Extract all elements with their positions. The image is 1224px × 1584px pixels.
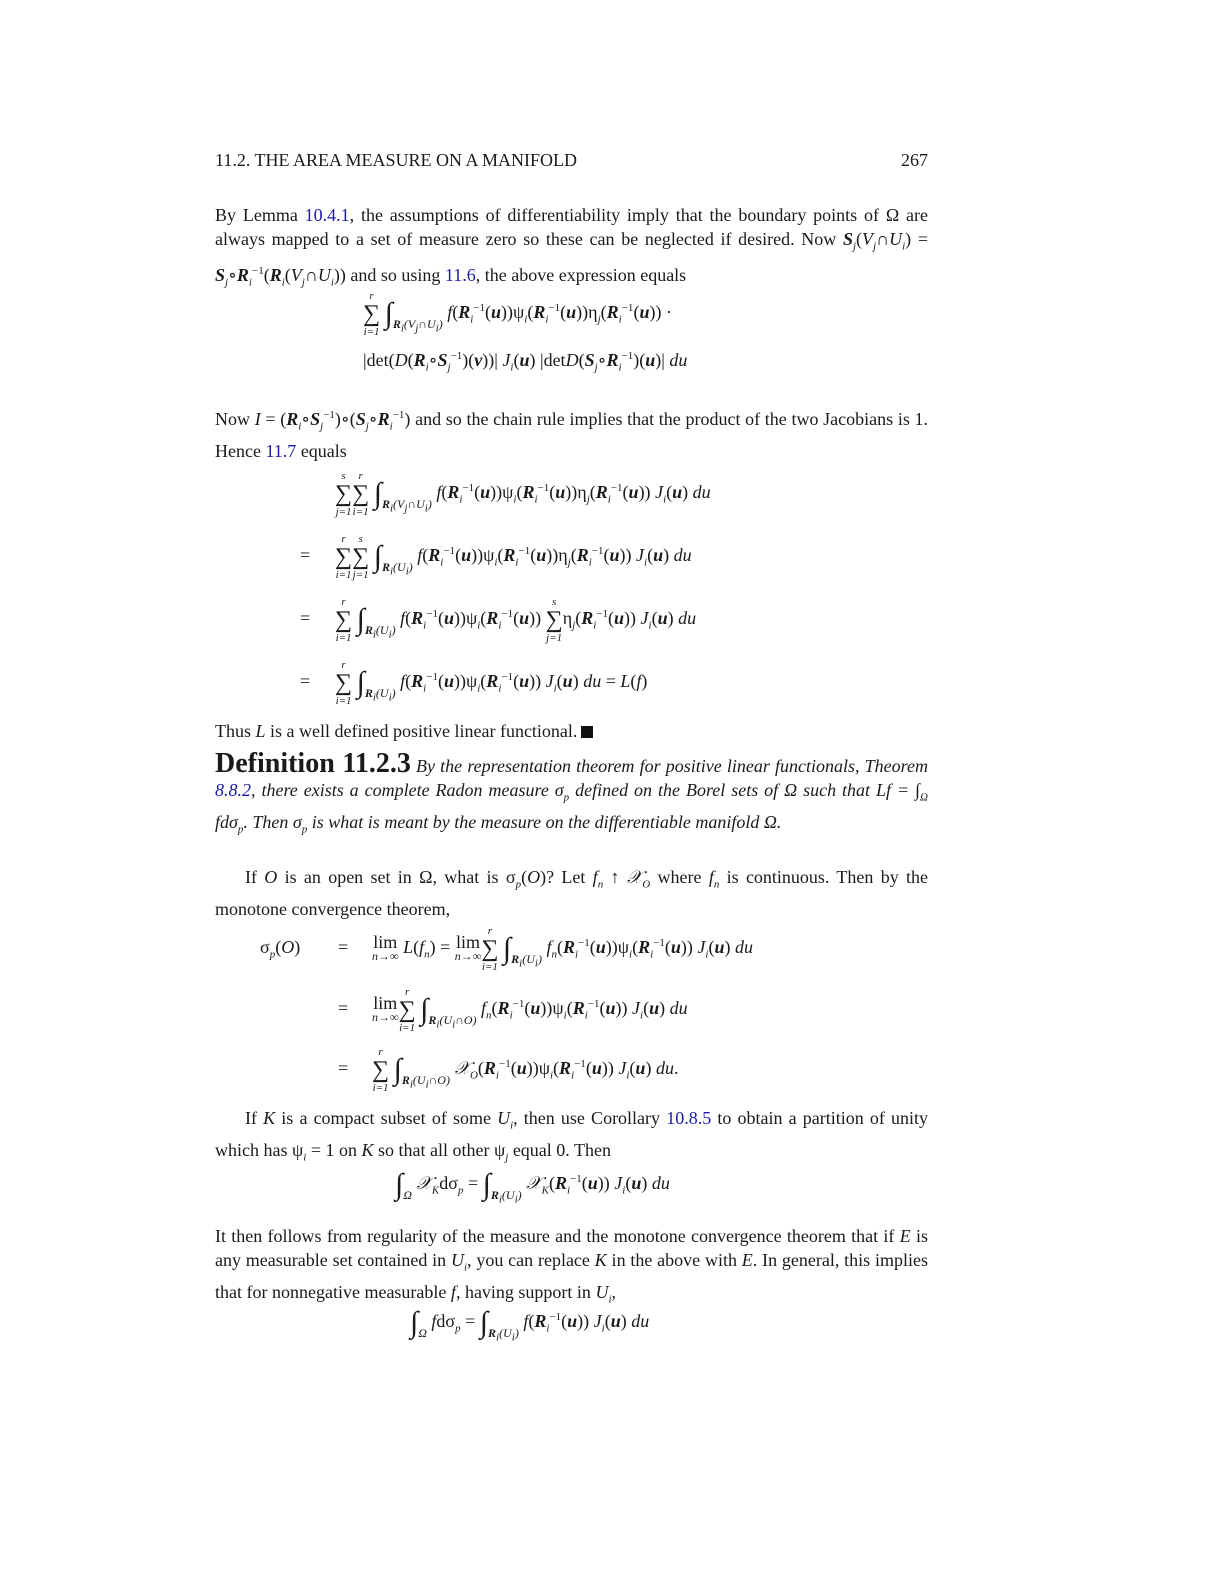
lemma-link[interactable]: 10.4.1: [304, 205, 350, 225]
qed-symbol: [581, 726, 593, 738]
paragraph-chain-rule: Now $I = (R_i\circ S_j^{-1})\circ(S_j\circ R_i^{-1})$ and so the chain rule implies that the product of the two Jacobians is 1. Hence 11.7 equals: [215, 409, 928, 461]
page: 11.2. THE AREA MEASURE ON A MANIFOLD 267 By Lemma 10.4.1, the assumptions of differentiability imply that the boundary points of Ω are always mapped to a set of measure zero so these can be neglected if desired. Now $S_j(V_j\cap U_i)$ = $S_j\circ R_i^{-1}(R_i(V_j\cap U_i))$ and so using 11.6, the above expression equals r ∑ i=1 $\int_{R_i(V_j\cap U_i)}$ $f(R_i^{-1}(u))\psi_i(R_i^{-1}(u))\eta_j(R_i^{-1}(u))$ · $|\det(D(R_i\circ S_j^{-1})(v))|$ $J_i(u)$ $|\det D(S_j\circ R_i^{-1})(u)|$ du Now $I = (R_i\circ S_j^{-1})\circ(S_j\circ R_i^{-1})$ and so the chain rule implies that the product of the two Jacobians is 1. Hence 11.7 equals s ∑ j=1 r ∑ i=1 $\int_{R_i(V_j\cap U_i)}$ $f(R_i^{-1}(u))\psi_i(R_i^{-1}(u))\eta_j(R_i^{-1}(u))$ $J_i(u)$ du = r ∑ i=1 s ∑ j=1 $\int_{R_i(U_i)}$ $f(R_i^{-1}(u))\psi_i(R_i^{-1}(u))\eta_j(R_i^{-1}(u))$ $J_i(u)$ du = r ∑ i=1 $\int_{R_i(U_i)}$ $f(R_i^{-1}(u))\psi_i(R_i^{-1}(u))$ s ∑ j=1 $\eta_j(R_i^{-1}(u))$ $J_i(u)$ du = r ∑ i=1 $\int_{R_i(U_i)}$ $f(R_i^{-1}(u))\psi_i(R_i^{-1}(u))$ $J_i(u)$ du = L(f) Thus L is a well defined positive linear functional. Definition 11.2.3 By the representation theorem for positive linear functionals, Theorem 8.8.2, there exists a complete Radon measure $\sigma_p$ defined on the Borel sets of Ω such that $Lf = \int_\Omega$ fdσ$_p$. Then $\sigma_p$ is what is meant by the measure on the differentiable manifold Ω. If O is an open set in Ω, what is $\sigma_p(O)$? Let $f_n$ ↑ 𝒳$_O$ where $f_n$ is continuous. Then by the monotone convergence theorem, $\sigma_p(O)$ = lim n→∞ $L(f_n) = \lim$ n→∞ r ∑ i=1 $\int_{R_i(U_i)}$ $f_n(R_i^{-1}(u))\psi_i(R_i^{-1}(u))$ $J_i(u)$ du = lim n→∞ r ∑ i=1 $\int_{R_i(U_i\cap O)}$ $f_n(R_i^{-1}(u))\psi_i(R_i^{-1}(u))$ $J_i(u)$ du = r ∑ i=1 $\int_{R_i(U_i\cap O)}$ $𝒳_O(R_i^{-1}(u))\psi_i(R_i^{-1}(u))$ $J_i(u)$ du. If K is a compact subset of some $U_i$, then use Corollary 10.8.5 to obtain a partition of unity which has $\psi_i = 1$ on K so that all other $\psi_j$ equal 0. Then $\int_\Omega$ $𝒳_Kd\sigma_p = \int_{R_i(U_i)}$ $𝒳_K(R_i^{-1}(u))$ $J_i(u)$ du It then follows from regularity of the measure and the monotone convergence theorem that if E is any measurable set contained in $U_i$, you can replace K in the above with E. In general, this implies that for nonnegative measurable f, having support in $U_i$, $\int_\Omega$ $fd\sigma_p = \int_{R_i(U_i)}$ $f(R_i^{-1}(u))$ $J_i(u)$ du: [215, 150, 929, 1344]
paragraph-lemma: By Lemma 10.4.1, the assumptions of differentiability imply that the boundary points of Ω are always mapped to a set of measure zero so these can be neglected if desired. Now $S_j(V_j\cap U_i)$ = $S_j\circ R_i^{-1}(R_i(V_j\cap U_i))$ and so using 11.6, the above expression equals: [215, 205, 928, 289]
section-title: 11.2. THE AREA MEASURE ON A MANIFOLD: [215, 150, 578, 170]
page-number: 267: [901, 150, 928, 170]
equation-result-L: r ∑ i=1 $\int_{R_i(U_i)}$ $f(R_i^{-1}(u))\psi_i(R_i^{-1}(u))$ $J_i(u)$ du = L(f): [335, 659, 648, 707]
equation-limit-1: lim n→∞ $L(f_n) = \lim$ n→∞ r ∑ i=1 $\int_{R_i(U_i)}$ $f_n(R_i^{-1}(u))\psi_i(R_i^{-1}(u))$ $J_i(u)$ du: [372, 925, 753, 973]
equation-sum-1: r ∑ i=1 $\int_{R_i(V_j\cap U_i)}$ $f(R_i^{-1}(u))\psi_i(R_i^{-1}(u))\eta_j(R_i^{-1}(u))$ ·: [363, 290, 672, 338]
equation-link-11-7[interactable]: 11.7: [265, 440, 297, 461]
equation-limit-2: lim n→∞ r ∑ i=1 $\int_{R_i(U_i\cap O)}$ $f_n(R_i^{-1}(u))\psi_i(R_i^{-1}(u))$ $J_i(u)$ du: [372, 986, 688, 1034]
paragraph-compact: If K is a compact subset of some $U_i$, then use Corollary 10.8.5 to obtain a partition of unity which has $\psi_i = 1$ on K so that all other $\psi_j$ equal 0. Then: [215, 1108, 928, 1164]
equation-link[interactable]: 11.6: [444, 264, 476, 285]
paragraph-open-set: If O is an open set in Ω, what is $\sigma_p(O)$? Let $f_n$ ↑ 𝒳$_O$ where $f_n$ is continuous. Then by the monotone convergence theorem,: [215, 867, 928, 919]
equation-double-sum-2: r ∑ i=1 s ∑ j=1 $\int_{R_i(U_i)}$ $f(R_i^{-1}(u))\psi_i(R_i^{-1}(u))\eta_j(R_i^{-1}(u))$ $J_i(u)$ du: [335, 533, 692, 581]
equation-final-measure: $\int_\Omega$ $fd\sigma_p = \int_{R_i(U_i)}$ $f(R_i^{-1}(u))$ $J_i(u)$ du: [410, 1306, 650, 1344]
paragraph-regularity: It then follows from regularity of the measure and the monotone convergence theorem that if E is any measurable set contained in $U_i$, you can replace K in the above with E. In general, this implies that for nonnegative measurable f, having support in $U_i$,: [215, 1226, 928, 1306]
equation-inner-sum: r ∑ i=1 $\int_{R_i(U_i)}$ $f(R_i^{-1}(u))\psi_i(R_i^{-1}(u))$ s ∑ j=1 $\eta_j(R_i^{-1}(u))$ $J_i(u)$ du: [335, 596, 697, 644]
running-header: [215, 150, 928, 171]
equation-characteristic: r ∑ i=1 $\int_{R_i(U_i\cap O)}$ $𝒳_O(R_i^{-1}(u))\psi_i(R_i^{-1}(u))$ $J_i(u)$ du.: [372, 1046, 679, 1094]
definition-11-2-3: Definition 11.2.3 By the representation theorem for positive linear functionals, Theorem 8.8.2, there exists a complete Radon measure $\sigma_p$ defined on the Borel sets of Ω such that $Lf = \int_\Omega$ fdσ$_p$. Then $\sigma_p$ is what is meant by the measure on the differentiable manifold Ω.: [215, 748, 929, 836]
equation-sigma-O-line1: $\sigma_p(O)$: [260, 937, 301, 961]
corollary-link[interactable]: 10.8.5: [666, 1108, 712, 1128]
equation-double-sum-1: s ∑ j=1 r ∑ i=1 $\int_{R_i(V_j\cap U_i)}$ $f(R_i^{-1}(u))\psi_i(R_i^{-1}(u))\eta_j(R_i^{-1}(u))$ $J_i(u)$ du: [335, 470, 711, 518]
theorem-link[interactable]: 8.8.2: [215, 780, 251, 800]
equation-det-line: $|\det(D(R_i\circ S_j^{-1})(v))|$ $J_i(u)$ $|\det D(S_j\circ R_i^{-1})(u)|$ du: [363, 350, 688, 374]
definition-title: Definition 11.2.3: [215, 748, 411, 779]
paragraph-conclusion: Thus L is a well defined positive linear functional.: [215, 719, 928, 743]
equation-compact-measure: $\int_\Omega$ $𝒳_Kd\sigma_p = \int_{R_i(U_i)}$ $𝒳_K(R_i^{-1}(u))$ $J_i(u)$ du: [395, 1168, 670, 1206]
